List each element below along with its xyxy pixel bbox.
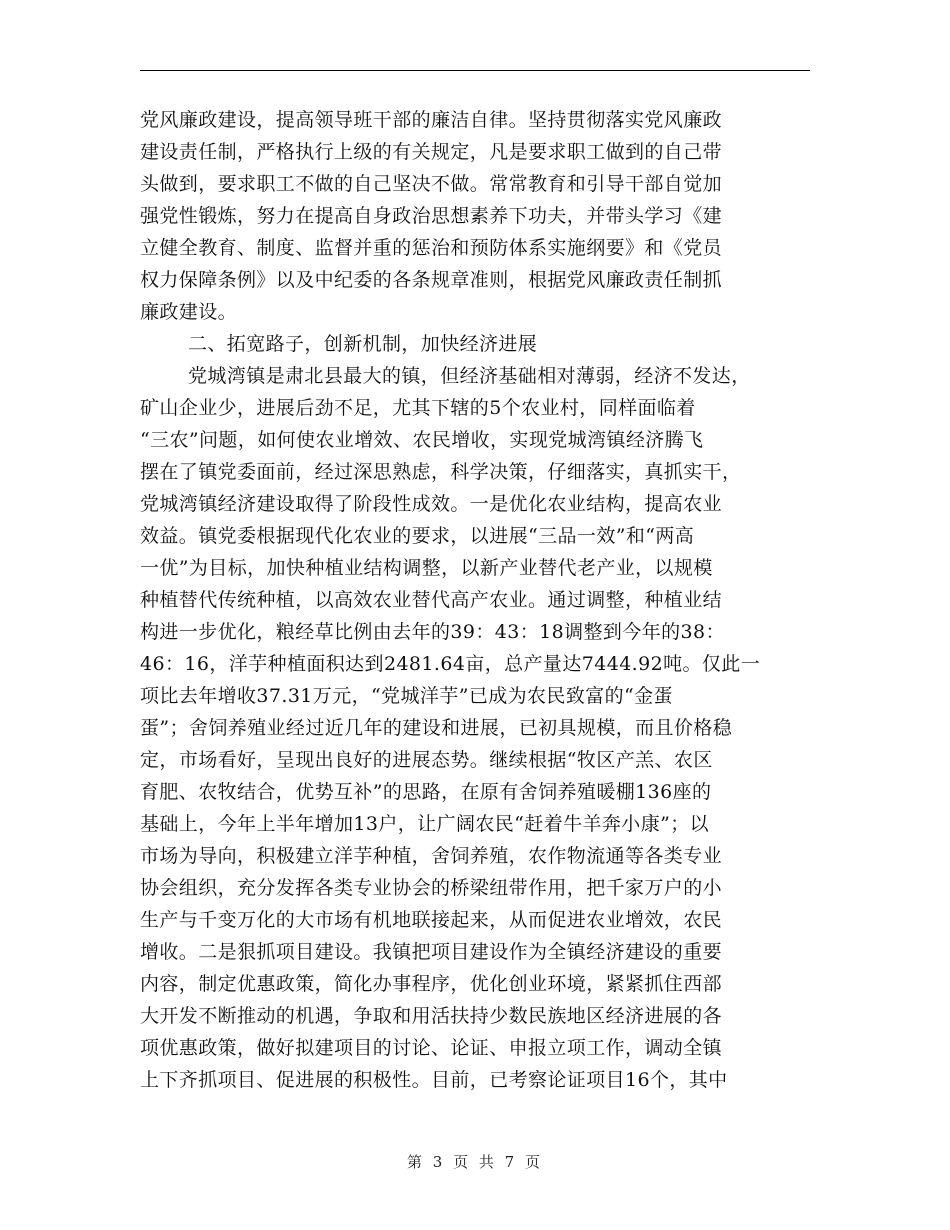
text-line: 党城湾镇经济建设取得了阶段性成效。一是优化农业结构，提高农业 [140, 493, 723, 515]
text-line: 种植替代传统种植，以高效农业替代高产农业。通过调整，种植业结 [140, 589, 723, 611]
text-line: 效益。镇党委根据现代化农业的要求，以进展“三品一效”和“两高 [140, 525, 695, 547]
text-line: 生产与千变万化的大市场有机地联接起来，从而促进农业增效，农民 [140, 909, 723, 931]
section-heading: 二、拓宽路子，创新机制，加快经济进展 [188, 333, 538, 355]
header-rule [140, 70, 810, 71]
text-line: 内容，制定优惠政策，简化办事程序，优化创业环境，紧紧抓住西部 [140, 973, 723, 995]
text-line: 46：16，洋芋种植面积达到2481.64亩，总产量达7444.92吨。仅此一 [140, 653, 761, 675]
text-line: “三农”问题，如何使农业增效、农民增收，实现党城湾镇经济腾飞 [140, 429, 704, 451]
text-line: 立健全教育、制度、监督并重的惩治和预防体系实施纲要》和《党员 [140, 237, 723, 259]
text-line: 廉政建设。 [140, 301, 238, 323]
text-line: 项比去年增收37.31万元，“党城洋芋”已成为农民致富的“金蛋 [140, 685, 673, 707]
text-line: 党风廉政建设，提高领导班干部的廉洁自律。坚持贯彻落实党风廉政 [140, 109, 723, 131]
text-line: 摆在了镇党委面前，经过深思熟虑，科学决策，仔细落实，真抓实干， [140, 461, 742, 483]
page-number-footer: 第 3 页 共 7 页 [407, 1153, 543, 1171]
text-line: 矿山企业少，进展后劲不足，尤其下辖的5个农业村，同样面临着 [140, 397, 696, 419]
text-line: 基础上，今年上半年增加13户，让广阔农民“赶着牛羊奔小康”；以 [140, 813, 710, 835]
text-line: 头做到，要求职工不做的自己坚决不做。常常教育和引导干部自觉加 [140, 173, 723, 195]
text-line: 上下齐抓项目、促进展的积极性。目前，已考察论证项目16个，其中 [140, 1069, 728, 1091]
text-line: 市场为导向，积极建立洋芋种植，舍饲养殖，农作物流通等各类专业 [140, 845, 723, 867]
text-line: 权力保障条例》以及中纪委的各条规章准则，根据党风廉政责任制抓 [140, 269, 723, 291]
text-line: 大开发不断推动的机遇，争取和用活扶持少数民族地区经济进展的各 [140, 1005, 723, 1027]
text-line: 协会组织，充分发挥各类专业协会的桥梁纽带作用，把千家万户的小 [140, 877, 723, 899]
text-line: 蛋”；舍饲养殖业经过近几年的建设和进展，已初具规模，而且价格稳 [140, 717, 733, 739]
text-line: 增收。二是狠抓项目建设。我镇把项目建设作为全镇经济建设的重要 [140, 941, 723, 963]
text-line: 一优”为目标，加快种植业结构调整，以新产业替代老产业，以规模 [140, 557, 713, 579]
document-body [140, 104, 812, 1096]
text-line: 党城湾镇是肃北县最大的镇，但经济基础相对薄弱，经济不发达， [188, 365, 751, 387]
text-line: 项优惠政策，做好拟建项目的讨论、论证、申报立项工作，调动全镇 [140, 1037, 723, 1059]
text-line: 定，市场看好，呈现出良好的进展态势。继续根据“牧区产羔、农区 [140, 749, 713, 771]
text-line: 构进一步优化，粮经草比例由去年的39：43：18调整到今年的38： [140, 621, 725, 643]
text-line: 强党性锻炼，努力在提高自身政治思想素养下功夫，并带头学习《建 [140, 205, 723, 227]
text-line: 育肥、农牧结合，优势互补”的思路，在原有舍饲养殖暖棚136座的 [140, 781, 712, 803]
text-line: 建设责任制，严格执行上级的有关规定，凡是要求职工做到的自己带 [140, 141, 723, 163]
